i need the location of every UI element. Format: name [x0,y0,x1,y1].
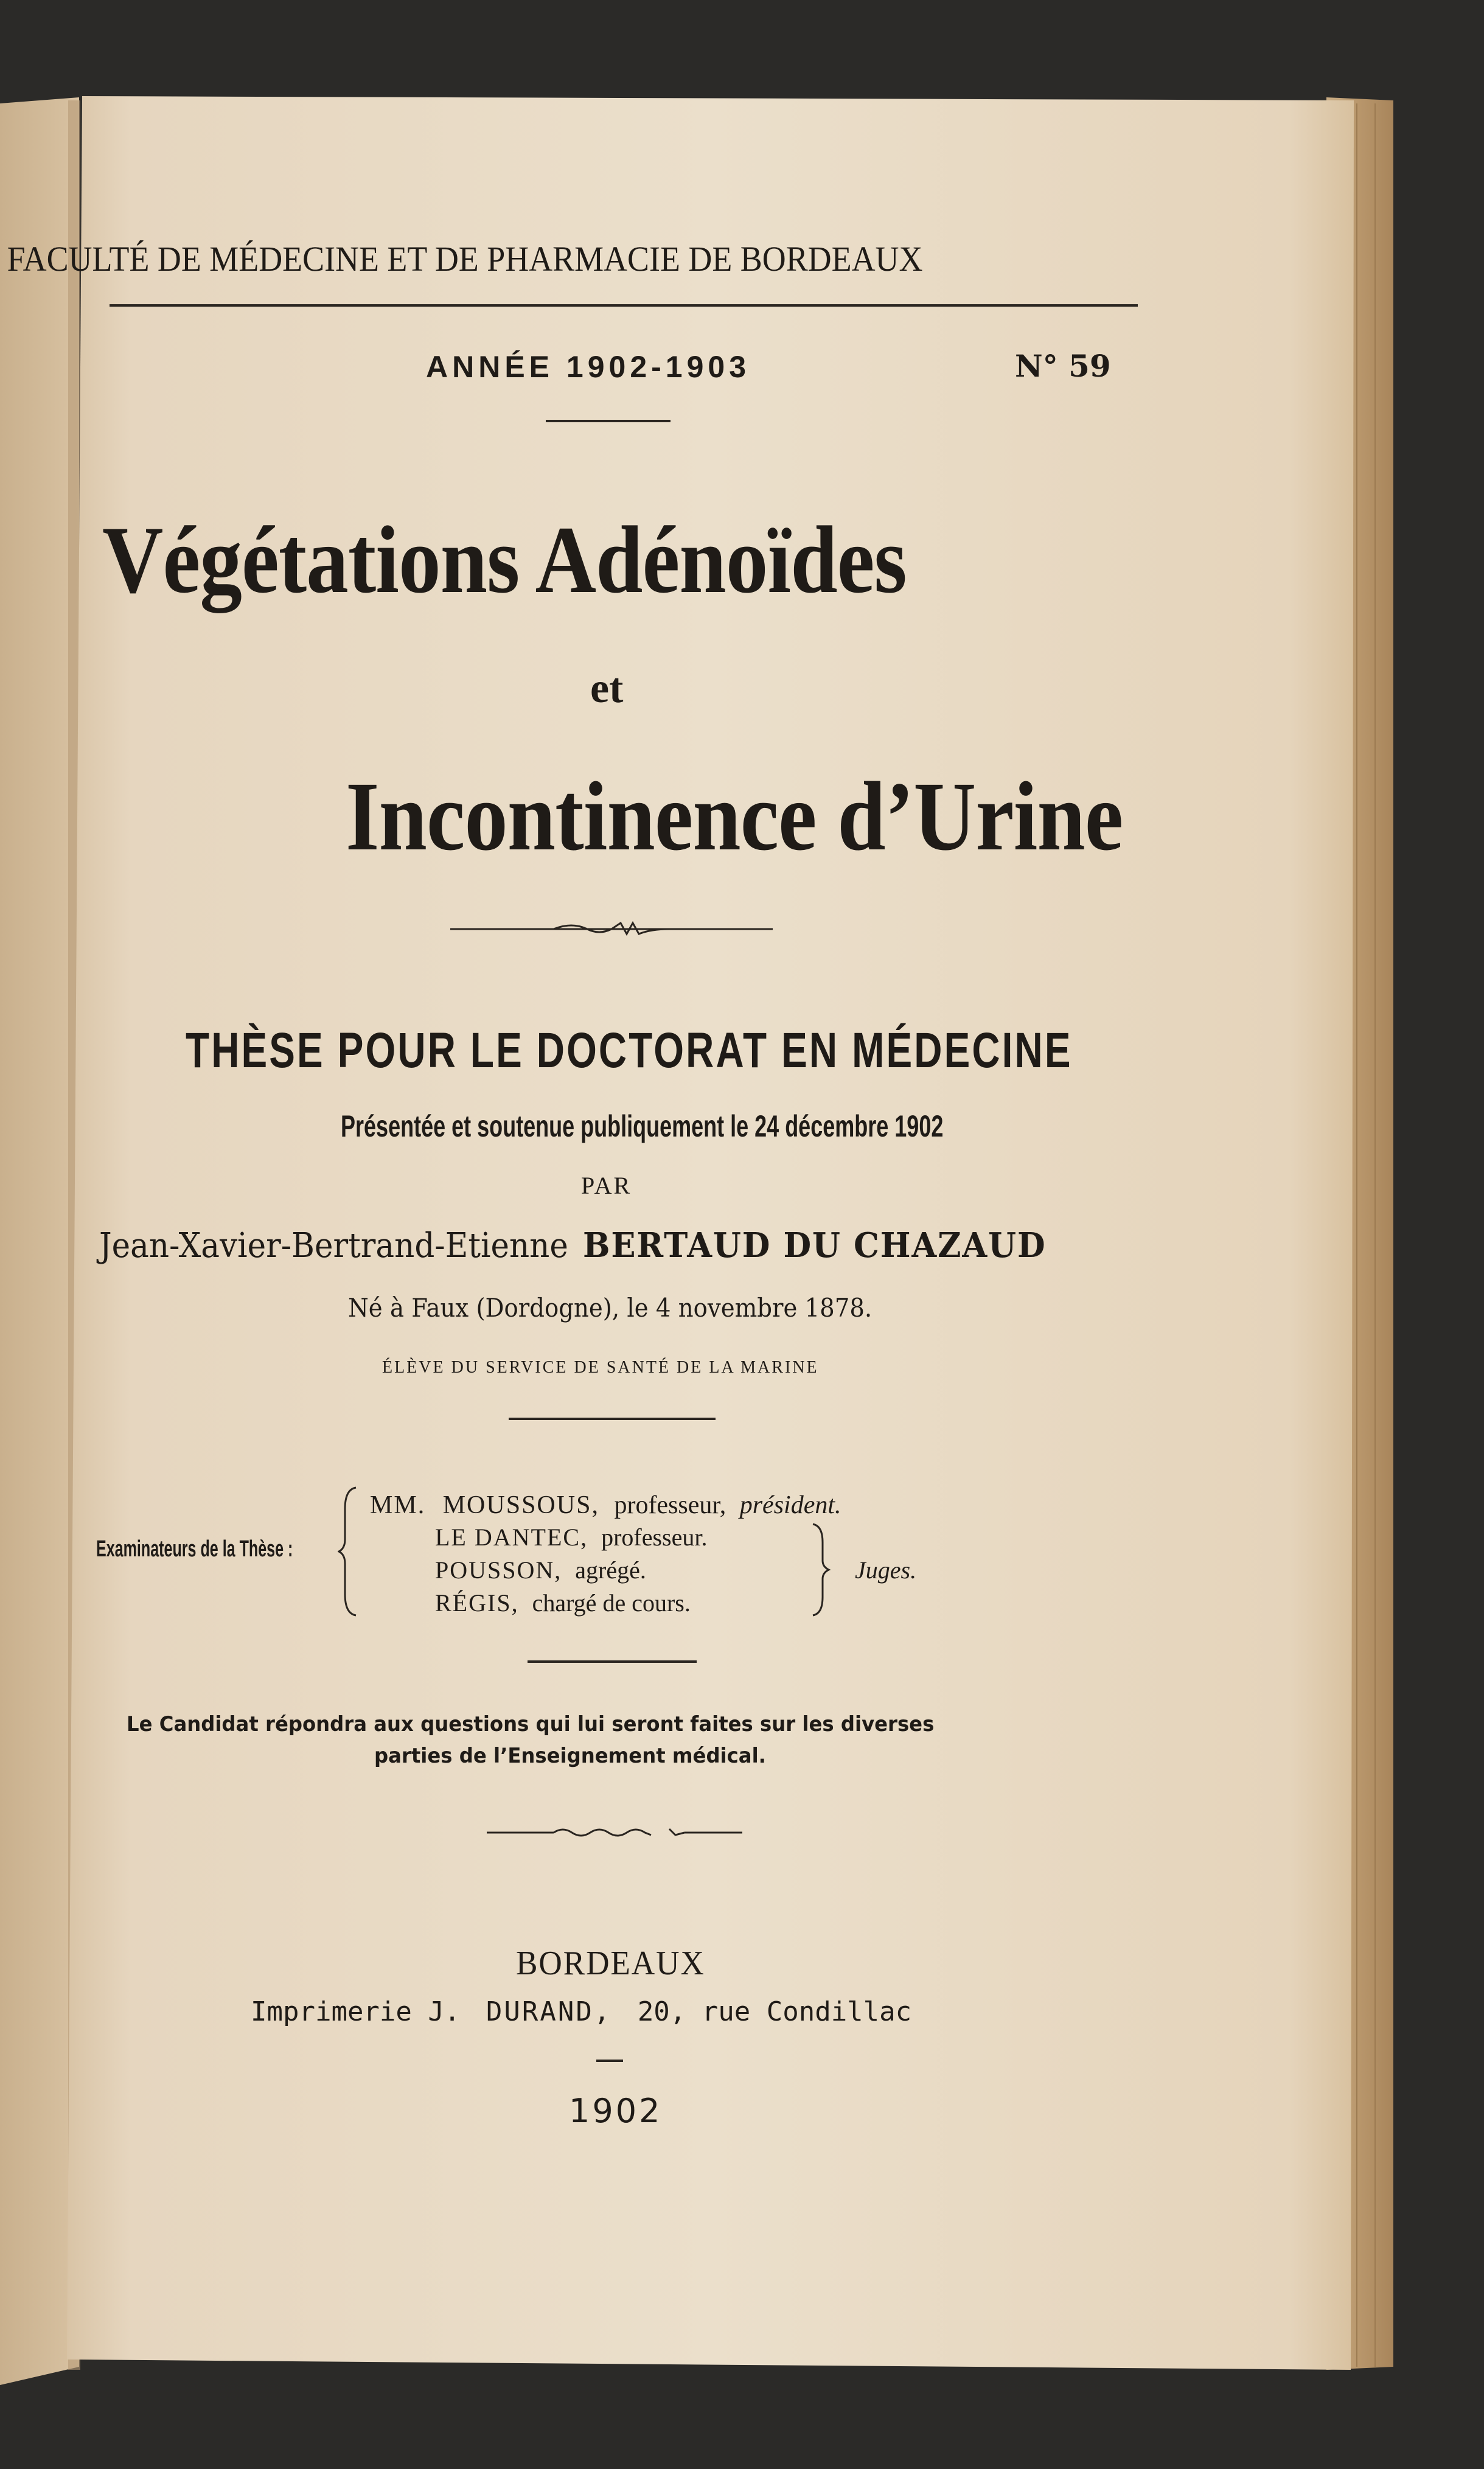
author-birth: Né à Faux (Dordogne), le 4 novembre 1878. [348,1293,873,1323]
juge-line [435,1556,646,1584]
juge-name: RÉGIS, [435,1589,519,1617]
left-page-edge [0,97,79,2385]
printer-name: DURAND, [486,1996,612,2027]
juge-role: professeur. [601,1524,708,1551]
faculty-heading [0,239,1484,279]
examinateurs-label: Examinateurs de la Thèse : [96,1536,293,1562]
thesis-number: N° 59 [1015,348,1111,384]
author-given-names: Jean-Xavier-Bertrand-Etienne [99,1226,568,1266]
left-brace [338,1485,362,1618]
imprint-dash [596,2060,623,2062]
printer-prefix: Imprimerie J. [251,1996,461,2027]
imprint-printer [251,1996,911,2027]
examiners-rule [528,1660,697,1663]
juge-line [435,1523,707,1551]
author-line [99,1224,1076,1266]
president-line [370,1491,841,1520]
right-brace [809,1521,834,1618]
title-line-2: Incontinence d’Urine [346,762,1123,871]
year-rule [546,420,671,422]
these-subheading: Présentée et soutenue publiquement le 24 décembre 1902 [341,1109,944,1143]
juge-role: agrégé. [575,1556,646,1584]
president-role: professeur, [614,1491,726,1519]
title-conjunction: et [590,665,624,712]
title-line-1: Végétations Adénoïdes [102,507,907,613]
author-status: ÉLÈVE DU SERVICE DE SANTÉ DE LA MARINE [382,1358,819,1377]
president-title: président. [739,1491,841,1519]
juge-name: LE DANTEC, [435,1524,588,1551]
juges-label: Juges. [855,1556,917,1584]
imprint-year: 1902 [569,2092,663,2130]
juge-role: chargé de cours. [532,1589,691,1617]
printer-address: 20, rue Condillac [637,1996,912,2027]
author-rule [509,1418,716,1420]
imprint-city: BORDEAUX [516,1945,705,1982]
notice-line-2: parties de l’Enseignement médical. [374,1744,766,1768]
faculty-text: FACULTÉ DE MÉDECINE ET DE PHARMACIE DE BORDEAUX [7,239,923,279]
mm-prefix: MM. [370,1491,426,1519]
president-name: MOUSSOUS, [442,1491,599,1519]
par-label: PAR [581,1172,632,1199]
ornament-divider-2 [487,1819,742,1844]
juge-line [435,1589,691,1617]
top-rule [110,304,1138,307]
these-heading: THÈSE POUR LE DOCTORAT EN MÉDECINE [186,1023,1073,1078]
year-label: ANNÉE 1902-1903 [426,350,751,384]
author-surname: BERTAUD DU CHAZAUD [582,1225,1047,1266]
notice-line-1: Le Candidat répondra aux questions qui lui seront faites sur les diverses [127,1712,935,1736]
ornament-divider-1 [450,916,773,940]
juge-name: POUSSON, [435,1556,562,1584]
